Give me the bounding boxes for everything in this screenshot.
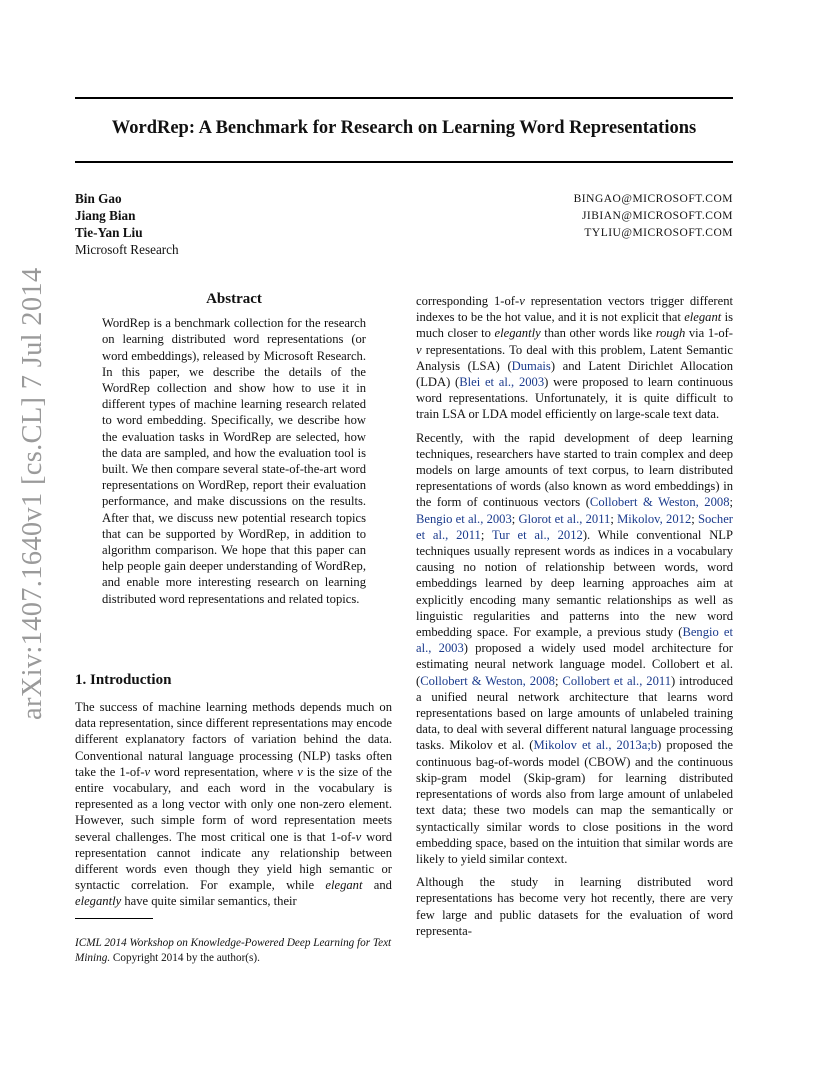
citation-link[interactable]: Mikolov et al., 2013a;b [533,738,658,753]
intro-paragraph: The success of machine learning methods depends much on data representation, since different representations may encode different explanatory factors of variation behind the data. Conventional natural language processing (NLP) tasks often take the 1-of-v word representation, where v is the size of the entire vocabulary, and each word in the vocabulary is represented as a long vector with only one non-zero element. However, such simple form of word representation meets several challenges. The most critical one is that 1-of-v word representation cannot indicate any relationship between different words even though they yield high semantic or syntactic correlation. For example, while elegant and elegantly have quite similar semantics, their [75,700,393,909]
citation-link[interactable]: Blei et al., 2003 [459,375,545,390]
affiliation: Microsoft Research [75,242,179,257]
citation-link[interactable]: Dumais [511,358,551,373]
author-email[interactable]: JIBIAN@MICROSOFT.COM [581,210,733,222]
author-name: Jiang Bian [75,208,136,223]
citation-link[interactable]: Mikolov, 2012 [617,511,692,526]
author-email[interactable]: BINGAO@MICROSOFT.COM [573,193,733,205]
introduction-column-left [75,699,392,910]
citation-link[interactable]: Tur et al., 2012 [491,527,583,542]
paper-title: WordRep: A Benchmark for Research on Learning Word Representations [111,118,697,138]
footnote: ICML 2014 Workshop on Knowledge-Powered Deep Learning for Text Mining. Copyright 2014 by the author(s). [75,937,392,964]
citation-link[interactable]: Bengio et al., 2003 [416,625,733,656]
section-heading-introduction: 1. Introduction [75,672,172,688]
introduction-column-right [416,293,733,939]
citation-link[interactable]: Collobert & Weston, 2008 [589,495,730,510]
arxiv-watermark: arXiv:1407.1640v1 [cs.CL] 7 Jul 2014 [17,267,48,720]
citation-link[interactable]: Collobert & Weston, 2008 [420,673,555,688]
citation-link[interactable]: Glorot et al., 2011 [518,511,611,526]
abstract-heading: Abstract [206,291,262,307]
email-block [574,191,733,242]
citation-link[interactable]: Collobert et al., 2011 [562,673,672,688]
abstract-text: WordRep is a benchmark collection for the research on learning distributed word representations (or word embeddings), released by Microsoft Research. In this paper, we describe the details of the WordRep collection and show how to use it in different types of machine learning research related to word embedding. Specifically, we describe how the evaluation tasks in WordRep are selected, how the data are sampled, and how the evaluation tool is built. We then compare several state-of-the-art word representations on WordRep, report their evaluation performance, and make discussions on the results. After that, we discuss new potential research topics that can be supported by WordRep, in addition to algorithm comparison. We hope that this paper can help people gain deeper understanding of WordRep, and enable more interesting research on learning distributed word representations and related topics. [102,316,366,606]
author-name: Bin Gao [75,191,122,206]
title-bottom-rule [75,161,733,163]
intro-paragraph: Although the study in learning distributed word representations has become very hot recently, there are very few large and public datasets for the evaluation of word representa- [416,875,733,938]
footnote-rule [75,918,153,919]
intro-paragraph: Recently, with the rapid development of deep learning techniques, researchers have started to train complex and deep models on large amounts of text corpus, to learn distributed representations of words (also known as word embeddings) in the form of continuous vectors (Collobert & Weston, 2008; Bengio et al., 2003; Glorot et al., 2011; Mikolov, 2012; Socher et al., 2011; Tur et al., 2012). While conventional NLP techniques usually represent words as indices in a vocabulary causing no notion of relationship between words, word embeddings learned by deep learning approaches aim at explicitly encoding many semantic relationships as well as linguistic regularities and patterns into the new word embedding space. For example, a previous study (Bengio et al., 2003) proposed a widely used model architecture for estimating neural network language model. Collobert et al. (Collobert & Weston, 2008; Collobert et al., 2011) introduced a unified neural network architecture that learns word representations based on large amounts of unlabeled training data, to deal with several different natural language processing tasks. Mikolov et al. (Mikolov et al., 2013a;b) proposed the continuous bag-of-words model (CBOW) and the continuous skip-gram model (Skip-gram) for learning distributed representations of words also from large amount of unlabeled text data; these two models can map the semantically or syntactically similar words to close positions in the word embedding space, based on the intuition that similar words are likely to yield similar context. [416,430,734,866]
author-name: Tie-Yan Liu [75,225,143,240]
citation-link[interactable]: Socher et al., 2011 [416,511,733,542]
intro-paragraph: corresponding 1-of-v representation vectors trigger different indexes to be the hot value, and it is not explicit that elegant is much closer to elegantly than other words like rough via 1-of-v representations. To deal with this problem, Latent Semantic Analysis (LSA) (Dumais) and Latent Dirichlet Allocation (LDA) (Blei et al., 2003) were proposed to learn continuous word representations. Unfortunately, it is quite difficult to train LSA or LDA model efficiently on large-scale text data. [416,294,734,422]
citation-link[interactable]: Bengio et al., 2003 [416,511,512,526]
author-email[interactable]: TYLIU@MICROSOFT.COM [584,227,733,239]
author-block [75,190,179,258]
title-top-rule [75,97,733,99]
abstract [102,291,366,607]
